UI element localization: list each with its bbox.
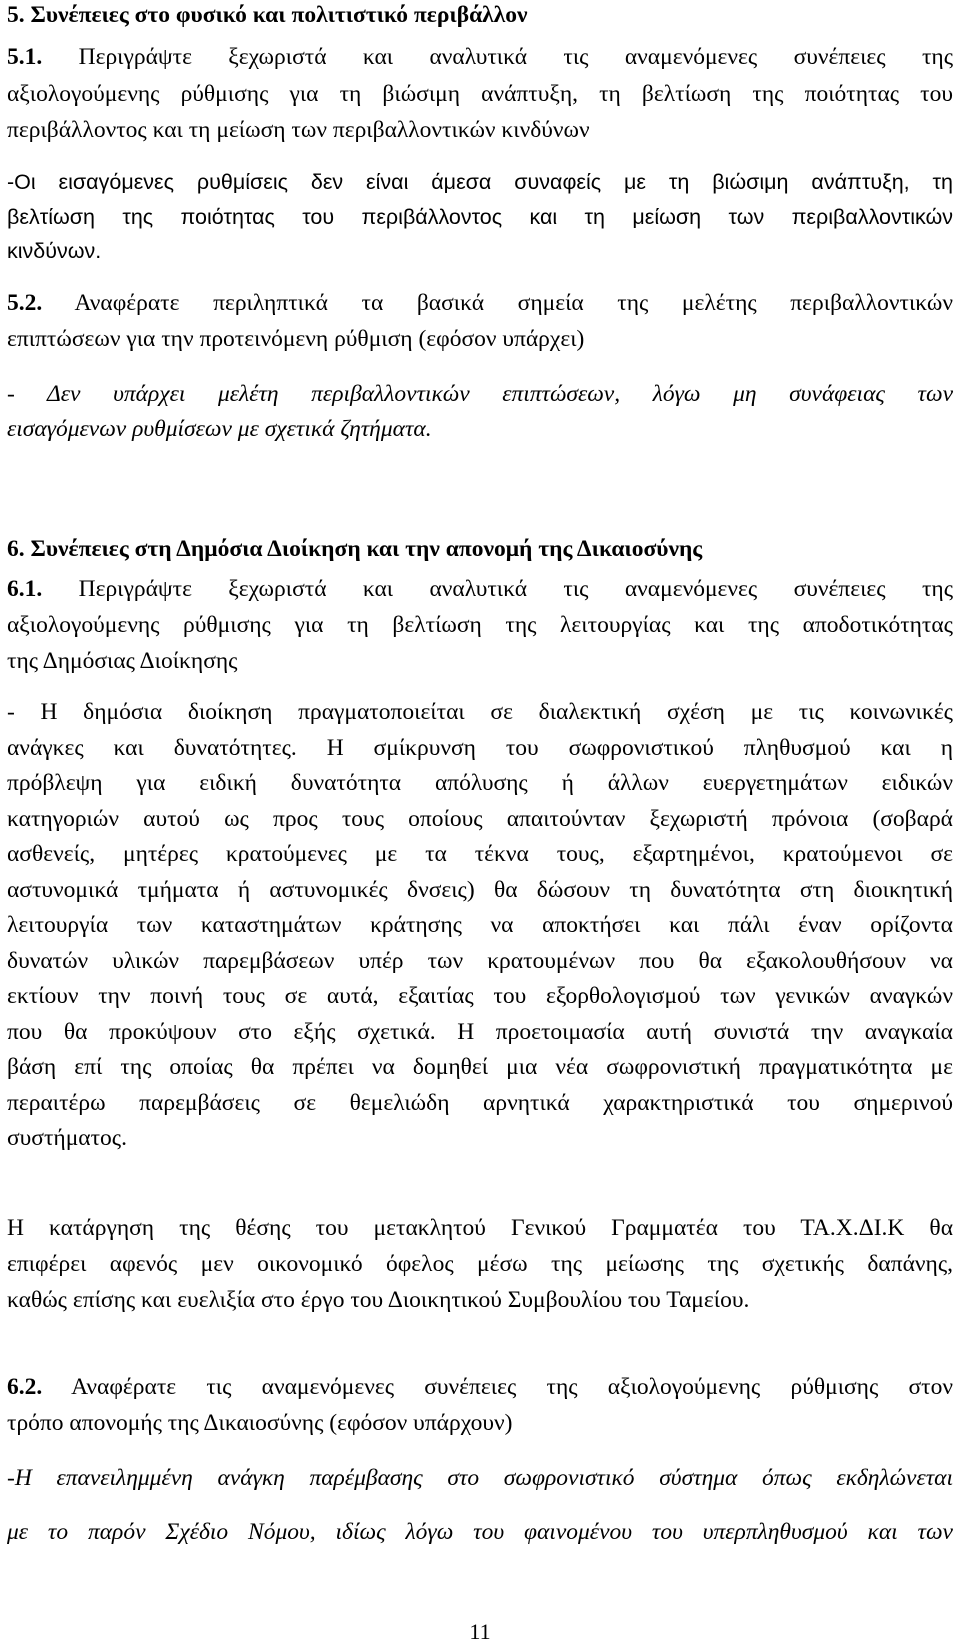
answer-6-1-line-10: που θα προκύψουν στο εξής σχετικά. Η προετοιμασία αυτή συνιστά την αναγκαία xyxy=(7,1019,953,1045)
question-6-2-line-1: 6.2. Αναφέρατε τις αναμενόμενες συνέπειες της αξιολογούμενης ρύθμισης στον xyxy=(7,1374,953,1400)
section-6-heading: 6. Συνέπειες στη Δημόσια Διοίκηση και την απονομή της Δικαιοσύνης xyxy=(7,536,703,562)
answer-6-1-line-5: ασθενείς, μητέρες κρατούμενες με τα τέκνα τους, εξαρτημένοι, κρατούμενοι σε xyxy=(7,841,953,867)
question-5-1-line-3: περιβάλλοντος και τη μείωση των περιβαλλοντικών κινδύνων xyxy=(7,117,590,143)
question-5-1-line-2: αξιολογούμενης ρύθμισης για τη βιώσιμη ανάπτυξη, τη βελτίωση της ποιότητας του xyxy=(7,81,953,107)
answer-6-1-line-6: αστυνομικά τμήματα ή αστυνομικές δνσεις) θα δώσουν τη δυνατότητα στη διοικητική xyxy=(7,877,953,903)
answer-6-1-line-12: περαιτέρω παρεμβάσεις σε θεμελιώδη αρνητικά χαρακτηριστικά του σημερινού xyxy=(7,1090,953,1116)
answer-6-1-line-13: συστήματος. xyxy=(7,1125,127,1151)
question-6-1-line-3: της Δημόσιας Διοίκησης xyxy=(7,648,238,674)
question-6-2-number: 6.2. xyxy=(7,1374,43,1400)
question-6-1-line-1: 6.1. Περιγράψτε ξεχωριστά και αναλυτικά τις αναμενόμενες συνέπειες της xyxy=(7,576,953,602)
answer-5-1-line-1: -Οι εισαγόμενες ρυθμίσεις δεν είναι άμεσα συναφείς με τη βιώσιμη ανάπτυξη, τη xyxy=(7,170,953,194)
answer-6-1-line-2: ανάγκες και δυνατότητες. Η σμίκρυνση του σωφρονιστικού πληθυσμού και η xyxy=(7,735,953,761)
answer-6-1-para2-line-3: καθώς επίσης και ευελιξία στο έργο του Διοικητικού Συμβουλίου του Ταμείου. xyxy=(7,1287,750,1313)
answer-6-1-line-8: δυνατών υλικών παρεμβάσεων υπέρ των κρατουμένων που θα εξακολουθήσουν να xyxy=(7,948,953,974)
question-6-1-number: 6.1. xyxy=(7,576,43,602)
answer-6-2-line-2: με το παρόν Σχέδιο Νόμου, ιδίως λόγω του φαινομένου του υπερπληθυσμού και των xyxy=(7,1519,953,1545)
answer-6-1-line-1: - Η δημόσια διοίκηση πραγματοποιείται σε διαλεκτική σχέση με τις κοινωνικές xyxy=(7,699,953,725)
answer-6-1-line-9: εκτίουν την ποινή τους σε αυτά, εξαιτίας του εξορθολογισμού των γενικών αναγκών xyxy=(7,983,953,1009)
answer-6-1-line-3: πρόβλεψη για ειδική δυνατότητα απόλυσης ή άλλων ευεργετημάτων ειδικών xyxy=(7,770,953,796)
answer-6-1-para2-line-2: επιφέρει αφενός μεν οικονομικό όφελος μέσω της μείωσης της σχετικής δαπάνης, xyxy=(7,1251,953,1277)
question-6-2-line-2: τρόπο απονομής της Δικαιοσύνης (εφόσον υπάρχουν) xyxy=(7,1410,513,1436)
answer-5-1-line-2: βελτίωση της ποιότητας του περιβάλλοντος και τη μείωση των περιβαλλοντικών xyxy=(7,205,953,229)
answer-6-1-para2-line-1: Η κατάργηση της θέσης του μετακλητού Γενικού Γραμματέα του ΤΑ.Χ.ΔΙ.Κ θα xyxy=(7,1215,953,1241)
question-5-1-number: 5.1. xyxy=(7,44,43,70)
question-5-2-line-1: 5.2. Αναφέρατε περιληπτικά τα βασικά σημεία της μελέτης περιβαλλοντικών xyxy=(7,290,953,316)
question-5-2-number: 5.2. xyxy=(7,290,43,316)
question-5-1-line-1: 5.1. Περιγράψτε ξεχωριστά και αναλυτικά τις αναμενόμενες συνέπειες της xyxy=(7,44,953,70)
answer-6-1-line-4: κατηγοριών αυτού ως προς τους οποίους απαιτούνταν ξεχωριστή πρόνοια (σοβαρά xyxy=(7,806,953,832)
answer-5-2-line-1: - Δεν υπάρχει μελέτη περιβαλλοντικών επιπτώσεων, λόγω μη συνάφειας των xyxy=(7,381,953,407)
answer-6-2-line-1: -Η επανειλημμένη ανάγκη παρέμβασης στο σωφρονιστικό σύστημα όπως εκδηλώνεται xyxy=(7,1465,953,1491)
question-5-2-line-2: επιπτώσεων για την προτεινόμενη ρύθμιση (εφόσον υπάρχει) xyxy=(7,326,585,352)
section-5-heading: 5. Συνέπειες στο φυσικό και πολιτιστικό περιβάλλον xyxy=(7,2,528,28)
question-6-1-line-2: αξιολογούμενης ρύθμισης για τη βελτίωση της λειτουργίας και της αποδοτικότητας xyxy=(7,612,953,638)
page-number: 11 xyxy=(469,1619,491,1644)
answer-5-1-line-3: κινδύνων. xyxy=(7,239,102,263)
answer-6-1-line-7: λειτουργία των καταστημάτων κράτησης να αποκτήσει και πάλι έναν ορίζοντα xyxy=(7,912,953,938)
answer-5-2-line-2: εισαγόμενων ρυθμίσεων με σχετικά ζητήματα. xyxy=(7,416,432,442)
answer-6-1-line-11: βάση επί της οποίας θα πρέπει να δομηθεί μια νέα σωφρονιστική πραγματικότητα με xyxy=(7,1054,953,1080)
